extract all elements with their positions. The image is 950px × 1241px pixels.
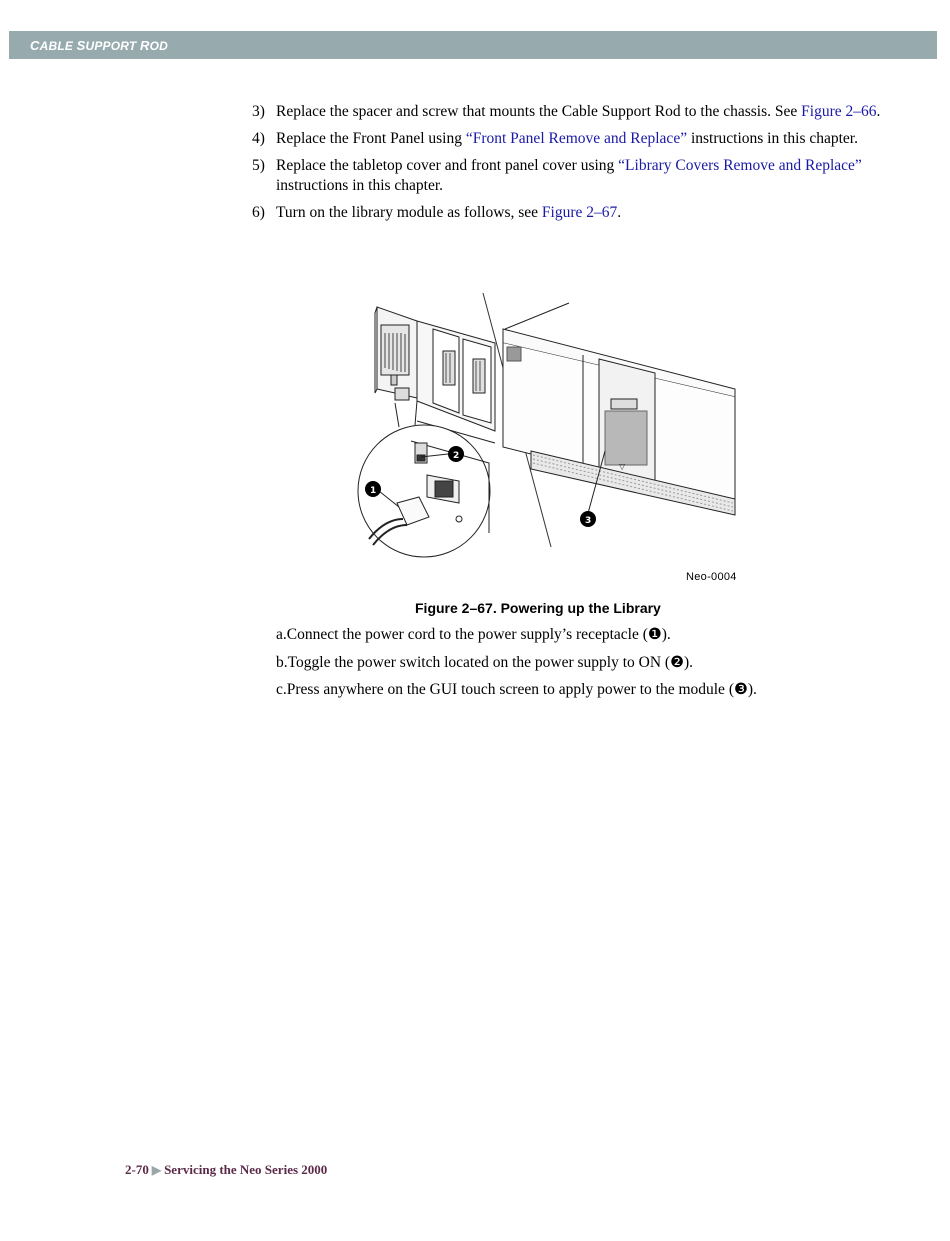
procedure-steps [252,102,892,230]
step-text: Turn on the library module as follows, see Figure 2–67. [276,204,622,221]
callout-3 [580,511,596,527]
step-number: 5) [252,157,265,174]
svg-text:2: 2 [453,451,460,461]
step-3 [252,102,892,122]
svg-text:▽: ▽ [619,462,626,471]
step-5 [252,156,892,196]
step-text: Replace the tabletop cover and front panel cover using “Library Covers Remove and Replace” instructions in this chapter. [276,157,862,194]
substep-c: c.Press anywhere on the GUI touch screen to apply power to the module (❸). [276,681,757,698]
substeps [276,625,896,708]
page-number: 2-70 [125,1162,149,1177]
callout-1 [365,481,381,497]
substep-b: b.Toggle the power switch located on the power supply to ON (❷). [276,653,694,671]
step-text: Replace the spacer and screw that mounts the Cable Support Rod to the chassis. See Figure 2–66. [276,103,881,120]
section-header-bar [9,31,937,59]
front-panel-link[interactable]: “Front Panel Remove and Replace” [465,130,688,147]
callout-2 [448,446,464,462]
figure-caption: Figure 2–67. Powering up the Library [415,600,661,616]
step-4 [252,129,892,149]
footer-title: Servicing the Neo Series 2000 [164,1162,328,1177]
svg-text:3: 3 [585,516,592,526]
library-covers-link[interactable]: “Library Covers Remove and Replace” [618,157,862,174]
figure-2-66-link[interactable]: Figure 2–66 [801,103,877,120]
step-6 [252,203,892,223]
step-text: Replace the Front Panel using “Front Panel Remove and Replace” instructions in this chapter. [276,130,858,147]
page-footer [125,1162,327,1178]
power-up-illustration [355,293,740,586]
svg-text:1: 1 [370,486,377,496]
figure-2-67-link[interactable]: Figure 2–67 [541,204,618,221]
substep-a: a.Connect the power cord to the power supply’s receptacle (❶). [276,626,671,643]
step-number: 6) [252,204,265,221]
section-title: CABLE SUPPORT ROD [30,38,168,53]
step-number: 3) [252,103,265,120]
step-number: 4) [252,130,265,147]
triangle-arrow-icon: ▶ [151,1163,162,1177]
figure-id: Neo-0004 [686,571,737,583]
